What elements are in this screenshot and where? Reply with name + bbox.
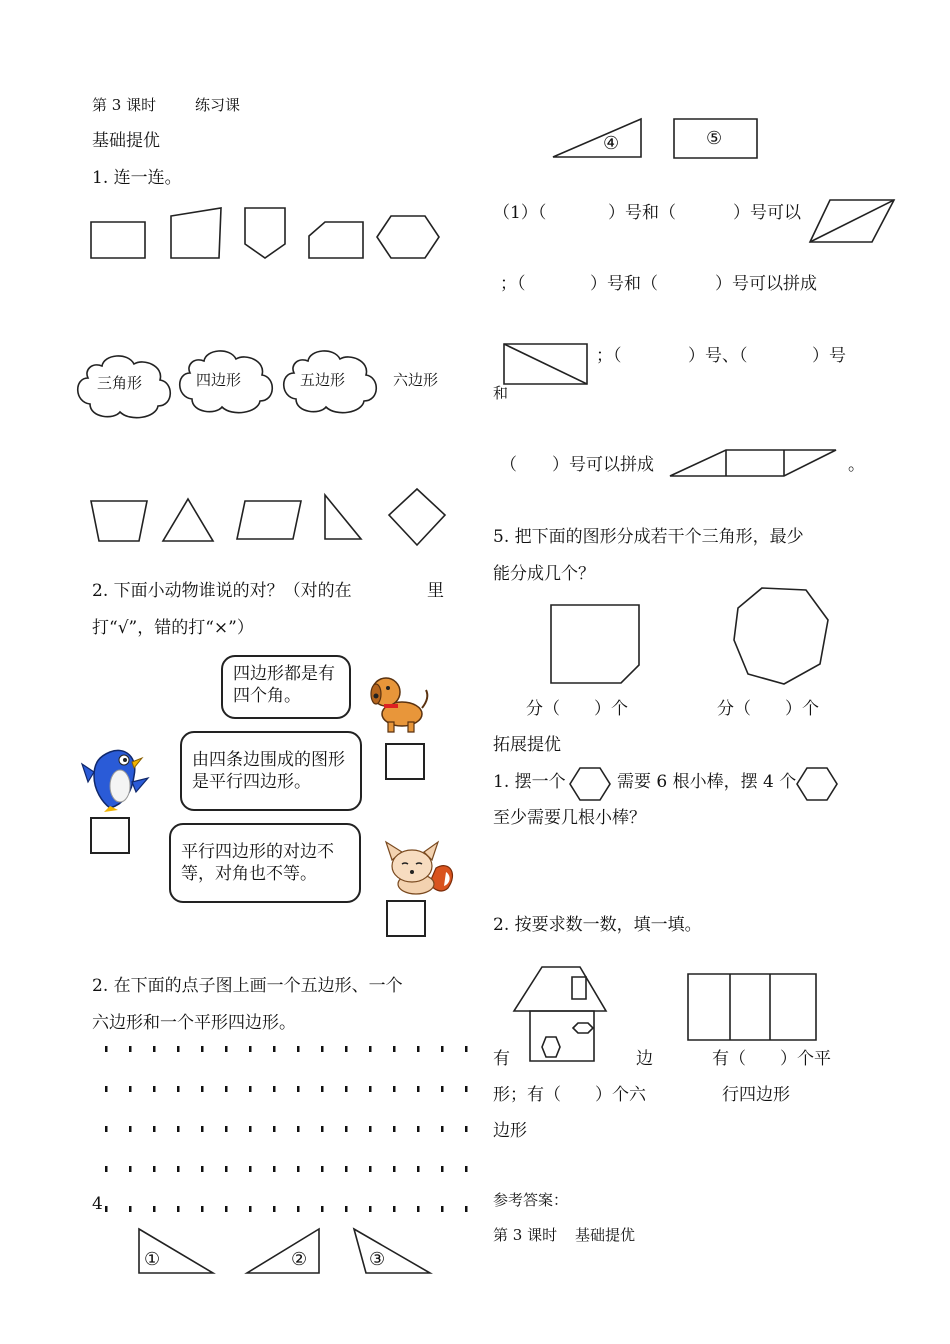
shape-label-5: ⑤ — [706, 128, 723, 149]
lesson-type: 练习课 — [195, 96, 241, 114]
grid-dot — [273, 1206, 276, 1212]
grid-dot — [105, 1046, 108, 1052]
grid-dot — [177, 1086, 180, 1092]
cloud-label-quadrilateral: 四边形 — [196, 371, 242, 389]
grid-dot — [369, 1126, 372, 1132]
q4-line1-b: ）号和（ — [608, 203, 676, 223]
shape-hexagon — [377, 216, 439, 258]
q1-bottom-shapes — [85, 485, 450, 550]
grid-dot — [345, 1166, 348, 1172]
section-ext-title: 拓展提优 — [493, 735, 561, 755]
q5-octagon-shape — [732, 586, 830, 688]
grid-dot — [393, 1206, 396, 1212]
q2-title-gap: 里 — [427, 581, 444, 601]
q5-title-line2: 能分成几个？ — [493, 564, 595, 584]
e2-left-line3: 边形 — [493, 1121, 527, 1141]
q2-title-line2: 打“√”，错的打“×”） — [92, 618, 254, 638]
answer-box-dog[interactable] — [385, 743, 425, 780]
grid-dot — [105, 1126, 108, 1132]
grid-dot — [201, 1206, 204, 1212]
grid-dot — [417, 1126, 420, 1132]
section-basic-title: 基础提优 — [92, 131, 160, 151]
grid-dot — [417, 1206, 420, 1212]
grid-dot — [297, 1166, 300, 1172]
answer-box-fox[interactable] — [386, 900, 426, 937]
hexagon-icon-2 — [795, 766, 839, 802]
shape-triangle-4 — [551, 117, 643, 161]
grid-dot — [369, 1086, 372, 1092]
hexagon-icon-1 — [568, 766, 612, 802]
q4-line3-b: ）号、（ — [688, 346, 748, 366]
q5-answer-right: 分（ ）个 — [717, 699, 819, 719]
e2-parallelogram-figure — [686, 960, 822, 1042]
fox-icon — [380, 838, 456, 898]
q4-line3-a: ；（ — [596, 346, 622, 366]
q1-top-shapes — [85, 200, 450, 270]
e2-left-line1-a: 有 — [493, 1049, 510, 1069]
grid-dot — [153, 1046, 156, 1052]
q4-line2-b: ）号和（ — [590, 274, 658, 294]
target-parallelogram — [808, 198, 896, 244]
grid-dot — [177, 1126, 180, 1132]
grid-dot — [201, 1046, 204, 1052]
q5-pentagon-shape — [549, 603, 643, 685]
speech-bubble-penguin: 由四条边围成的图形是平行四边形。 — [180, 731, 362, 811]
answers-lesson: 第 3 课时 — [493, 1226, 558, 1244]
grid-dot — [321, 1206, 324, 1212]
q5-answer-left: 分（ ）个 — [526, 699, 628, 719]
grid-dot — [321, 1126, 324, 1132]
e2-left-line1-b: 边 — [636, 1049, 653, 1069]
grid-dot — [177, 1206, 180, 1212]
grid-dot — [345, 1206, 348, 1212]
grid-dot — [345, 1046, 348, 1052]
q4-line4-end: 。 — [848, 455, 865, 475]
grid-dot — [129, 1206, 132, 1212]
shape-triangle-3 — [350, 1225, 432, 1277]
grid-dot — [249, 1126, 252, 1132]
shape-right-triangle — [325, 495, 361, 539]
grid-dot — [297, 1046, 300, 1052]
cloud-label-pentagon: 五边形 — [300, 371, 346, 389]
grid-dot — [441, 1206, 444, 1212]
e2-house-figure — [510, 965, 610, 1065]
speech-bubble-dog: 四边形都是有四个角。 — [221, 655, 351, 719]
grid-dot — [273, 1126, 276, 1132]
grid-dot — [249, 1206, 252, 1212]
grid-dot — [177, 1166, 180, 1172]
grid-dot — [441, 1166, 444, 1172]
shape-quadrilateral — [171, 208, 221, 258]
label-hexagon: 六边形 — [393, 371, 439, 389]
cloud-label-triangle: 三角形 — [97, 374, 143, 392]
q4-line1-c: ）号可以 — [733, 203, 801, 223]
grid-dot — [129, 1126, 132, 1132]
q4-line3-d: 和 — [493, 384, 509, 402]
e2-title: 2. 按要求数一数，填一填。 — [493, 915, 702, 935]
q3-title-line2: 六边形和一个平形四边形。 — [92, 1013, 296, 1033]
shape-parallelogram — [237, 501, 301, 539]
q4-line2-c: ）号可以拼成 — [715, 274, 817, 294]
q2-title-line1: 2. 下面小动物谁说的对？（对的在 — [92, 581, 352, 601]
grid-dot — [369, 1206, 372, 1212]
grid-dot — [345, 1086, 348, 1092]
grid-dot — [153, 1206, 156, 1212]
grid-dot — [249, 1046, 252, 1052]
grid-dot — [153, 1086, 156, 1092]
q4-line2-a: ；（ — [500, 274, 526, 294]
answers-title: 参考答案： — [493, 1191, 569, 1209]
answer-box-penguin[interactable] — [90, 817, 130, 854]
grid-dot — [105, 1166, 108, 1172]
grid-dot — [465, 1086, 468, 1092]
lesson-number: 第 3 课时 — [92, 96, 157, 114]
e1-line2: 至少需要几根小棒？ — [493, 808, 646, 828]
shape-label-1: ① — [144, 1249, 161, 1270]
grid-dot — [273, 1166, 276, 1172]
shape-rhombus — [389, 489, 445, 545]
shape-trapezoid — [91, 501, 147, 541]
grid-dot — [465, 1166, 468, 1172]
grid-dot — [465, 1206, 468, 1212]
grid-dot — [225, 1086, 228, 1092]
q4-line4-a: （ — [500, 455, 517, 475]
grid-dot — [105, 1086, 108, 1092]
penguin-icon — [80, 742, 150, 812]
e2-right-line2: 行四边形 — [722, 1085, 790, 1105]
grid-dot — [153, 1166, 156, 1172]
grid-dot — [321, 1166, 324, 1172]
grid-dot — [393, 1126, 396, 1132]
grid-dot — [105, 1206, 108, 1212]
grid-dot — [441, 1046, 444, 1052]
grid-dot — [441, 1086, 444, 1092]
shape-label-4: ④ — [603, 133, 620, 154]
grid-dot — [225, 1166, 228, 1172]
grid-dot — [129, 1166, 132, 1172]
grid-dot — [417, 1086, 420, 1092]
grid-dot — [393, 1086, 396, 1092]
shape-pentagon — [245, 208, 285, 258]
grid-dot — [417, 1166, 420, 1172]
grid-dot — [129, 1046, 132, 1052]
shape-label-2: ② — [291, 1249, 308, 1270]
grid-dot — [225, 1046, 228, 1052]
answers-section: 基础提优 — [575, 1226, 636, 1244]
grid-dot — [273, 1046, 276, 1052]
q5-title-line1: 5. 把下面的图形分成若干个三角形，最少 — [493, 527, 804, 547]
shape-triangle — [163, 499, 213, 541]
e1-line1-b: 需要 6 根小棒，摆 4 个 — [617, 772, 797, 792]
dot-grid[interactable] — [100, 1040, 480, 1230]
q4-line4-b: ）号可以拼成 — [552, 455, 654, 475]
grid-dot — [297, 1126, 300, 1132]
speech-bubble-fox: 平行四边形的对边不等，对角也不等。 — [169, 823, 361, 903]
shape-label-3: ③ — [369, 1249, 386, 1270]
grid-dot — [321, 1046, 324, 1052]
shape-rectangle — [91, 222, 145, 258]
grid-dot — [369, 1046, 372, 1052]
e2-right-line1: 有（ ）个平 — [712, 1049, 831, 1069]
grid-dot — [393, 1046, 396, 1052]
grid-dot — [249, 1166, 252, 1172]
grid-dot — [225, 1206, 228, 1212]
dog-icon — [366, 672, 430, 734]
shape-triangle-2 — [245, 1225, 325, 1277]
grid-dot — [201, 1086, 204, 1092]
q4-line1-a: （1）（ — [493, 203, 547, 223]
grid-dot — [393, 1166, 396, 1172]
grid-dot — [441, 1126, 444, 1132]
e1-line1-a: 1. 摆一个 — [493, 772, 566, 792]
grid-dot — [129, 1086, 132, 1092]
grid-dot — [297, 1206, 300, 1212]
target-composite-shape — [668, 448, 840, 478]
q1-title: 1. 连一连。 — [92, 168, 182, 188]
grid-dot — [417, 1046, 420, 1052]
q3-title-line1: 2. 在下面的点子图上画一个五边形、一个 — [92, 976, 403, 996]
grid-dot — [201, 1166, 204, 1172]
grid-dot — [201, 1126, 204, 1132]
grid-dot — [345, 1126, 348, 1132]
grid-dot — [177, 1046, 180, 1052]
grid-dot — [321, 1086, 324, 1092]
q4-number: 4 — [92, 1194, 103, 1214]
grid-dot — [273, 1086, 276, 1092]
grid-dot — [153, 1126, 156, 1132]
target-rectangle — [503, 343, 589, 387]
e2-left-line2: 形；有（ ）个六 — [493, 1085, 646, 1105]
grid-dot — [465, 1126, 468, 1132]
q4-line3-c: ）号 — [812, 346, 846, 366]
grid-dot — [225, 1126, 228, 1132]
grid-dot — [297, 1086, 300, 1092]
grid-dot — [369, 1166, 372, 1172]
shape-pentagon-2 — [309, 222, 363, 258]
grid-dot — [465, 1046, 468, 1052]
grid-dot — [249, 1086, 252, 1092]
